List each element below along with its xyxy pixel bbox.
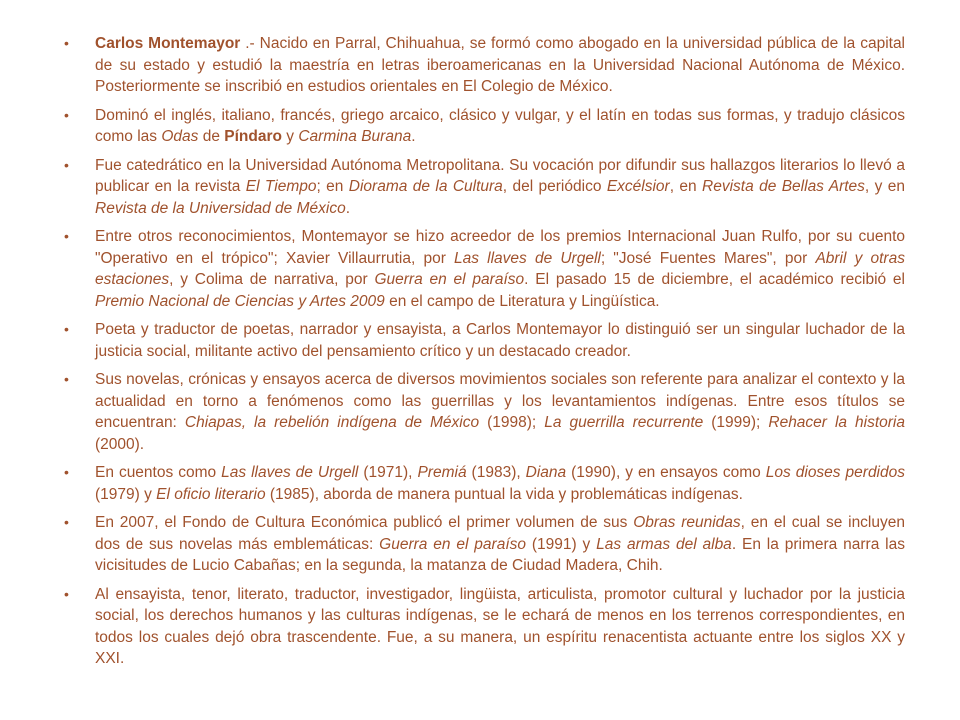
text-segment: , en bbox=[669, 178, 703, 195]
text-segment: Rehacer la historia bbox=[768, 414, 905, 431]
text-segment: Carlos Montemayor bbox=[95, 35, 246, 52]
text-segment: ; en bbox=[316, 178, 349, 195]
bullet-item bbox=[64, 512, 905, 577]
text-segment: Premio Nacional de Ciencias y Artes 2009 bbox=[95, 292, 385, 310]
text-segment: .- Nacido en Parral, Chihuahua, se formó como abogado en la universidad pública de la capital de su estado y estudió la maestría en letras iberoamericanas en la Universidad Nacional Autónoma de México. Posteriormente se inscribió en estudios orientales en El Colegio de México. bbox=[95, 35, 906, 95]
text-segment: Sus novelas, crónicas y ensayos acerca de diversos movimientos sociales son referente para analizar el contexto y la actualidad en torno a fenómenos como las guerrillas y los levantamientos indígenas. Entre esos títulos se encuentran: bbox=[95, 371, 905, 431]
text-segment: Odas bbox=[161, 128, 199, 145]
text-segment: Entre otros reconocimientos, Montemayor se hizo acreedor de los premios Internacional Juan Rulfo, por su cuento "Operativo en el trópico"; Xavier Villaurrutia, por bbox=[95, 228, 905, 267]
text-segment: Excélsior bbox=[606, 178, 670, 195]
text-segment: , del periódico bbox=[502, 178, 607, 195]
bullet-list bbox=[64, 33, 906, 670]
text-segment: (1979) y bbox=[95, 485, 157, 503]
text-segment: Diana bbox=[525, 464, 567, 481]
text-segment: Guerra en el paraíso bbox=[374, 271, 525, 288]
bullet-marker-icon: • bbox=[64, 321, 69, 337]
text-segment: (1999); bbox=[703, 414, 769, 431]
text-segment: El Tiempo bbox=[245, 178, 317, 195]
text-segment: (1985), aborda de manera puntual la vida y problemáticas indígenas. bbox=[265, 485, 743, 503]
text-segment: Las armas del alba bbox=[596, 535, 732, 553]
text-segment: Revista de Bellas Artes bbox=[702, 178, 865, 195]
text-segment: Las llaves de Urgell bbox=[221, 464, 359, 481]
text-segment: En 2007, el Fondo de Cultura Económica publicó el primer volumen de sus bbox=[95, 514, 634, 531]
bullet-item bbox=[64, 462, 905, 505]
text-segment: Revista de la Universidad de México bbox=[95, 199, 346, 217]
bullet-item bbox=[64, 155, 905, 220]
bullet-item bbox=[64, 226, 905, 312]
bullet-item bbox=[64, 369, 905, 455]
text-segment: Diorama de la Cultura bbox=[348, 178, 503, 195]
bullet-item bbox=[64, 33, 906, 98]
text-segment: . En la primera narra las vicisitudes de Lucio Cabañas; en la segunda, la matanza de Ciudad Madera, Chih. bbox=[95, 535, 905, 574]
text-segment: . bbox=[345, 199, 351, 217]
text-segment: Premiá bbox=[417, 464, 467, 481]
text-segment: , y en bbox=[864, 178, 905, 195]
text-segment: Obras reunidas bbox=[633, 514, 741, 531]
text-segment: Carmina Burana bbox=[298, 128, 412, 145]
text-segment: (1971), bbox=[358, 464, 418, 481]
bullet-item bbox=[64, 105, 905, 148]
text-segment: Las llaves de Urgell bbox=[454, 249, 601, 267]
text-segment: En cuentos como bbox=[95, 464, 222, 481]
text-segment: El oficio literario bbox=[156, 485, 266, 503]
text-segment: Los dioses perdidos bbox=[765, 464, 905, 481]
text-segment: Chiapas, la rebelión indígena de México bbox=[184, 414, 480, 431]
bullet-marker-icon: • bbox=[64, 464, 69, 480]
text-segment: , en el cual se incluyen dos de sus novelas más emblemáticas: bbox=[95, 514, 905, 553]
text-segment: . El pasado 15 de diciembre, el académico recibió el bbox=[524, 271, 905, 288]
bullet-marker-icon: • bbox=[64, 228, 69, 244]
text-segment: Al ensayista, tenor, literato, traductor, investigador, lingüista, articulista, promotor cultural y luchador por la justicia social, los derechos humanos y las culturas indígenas, se le echará de menos en los terrenos correspondientes, en todos los cuales dejó obra trascendente. Fue, a su manera, un espíritu renacentista actuante entre los siglos XX y XXI. bbox=[95, 585, 905, 667]
text-segment: . bbox=[411, 128, 416, 145]
text-segment: La guerrilla recurrente bbox=[544, 414, 704, 431]
text-segment: (1991) y bbox=[526, 535, 597, 553]
text-segment: ; "José Fuentes Mares", por bbox=[600, 249, 816, 267]
text-segment: Poeta y traductor de poetas, narrador y ensayista, a Carlos Montemayor lo distinguió ser un singular luchador de la justicia social, militante activo del pensamiento crítico y un destacado creador. bbox=[95, 321, 905, 360]
text-segment: (1983), bbox=[466, 464, 526, 481]
bullet-marker-icon: • bbox=[64, 371, 69, 387]
text-segment: Guerra en el paraíso bbox=[379, 535, 527, 553]
text-segment: en el campo de Literatura y Lingüística. bbox=[384, 292, 660, 310]
bullet-marker-icon: • bbox=[64, 585, 69, 602]
text-segment: Fue catedrático en la Universidad Autónoma Metropolitana. Su vocación por difundir sus hallazgos literarios lo llevó a publicar en la revista bbox=[95, 156, 905, 195]
text-segment: de bbox=[198, 128, 225, 145]
bullet-marker-icon: • bbox=[64, 35, 69, 51]
text-segment: Dominó el inglés, italiano, francés, griego arcaico, clásico y vulgar, y el latín en todas sus formas, y tradujo clásicos como las bbox=[95, 106, 905, 145]
text-segment: Abril y otras estaciones bbox=[95, 249, 905, 288]
bullet-marker-icon: • bbox=[64, 106, 69, 123]
text-segment: (2000). bbox=[95, 435, 145, 453]
bullet-item bbox=[64, 319, 905, 362]
bullet-marker-icon: • bbox=[64, 156, 69, 173]
bullet-marker-icon: • bbox=[64, 514, 69, 530]
text-segment: (1990), y en ensayos como bbox=[566, 464, 766, 481]
text-segment: Píndaro bbox=[224, 128, 282, 145]
text-segment: y bbox=[281, 128, 299, 145]
text-segment: , y Colima de narrativa, por bbox=[169, 271, 375, 288]
bullet-item bbox=[64, 584, 905, 670]
text-segment: (1998); bbox=[479, 414, 545, 431]
